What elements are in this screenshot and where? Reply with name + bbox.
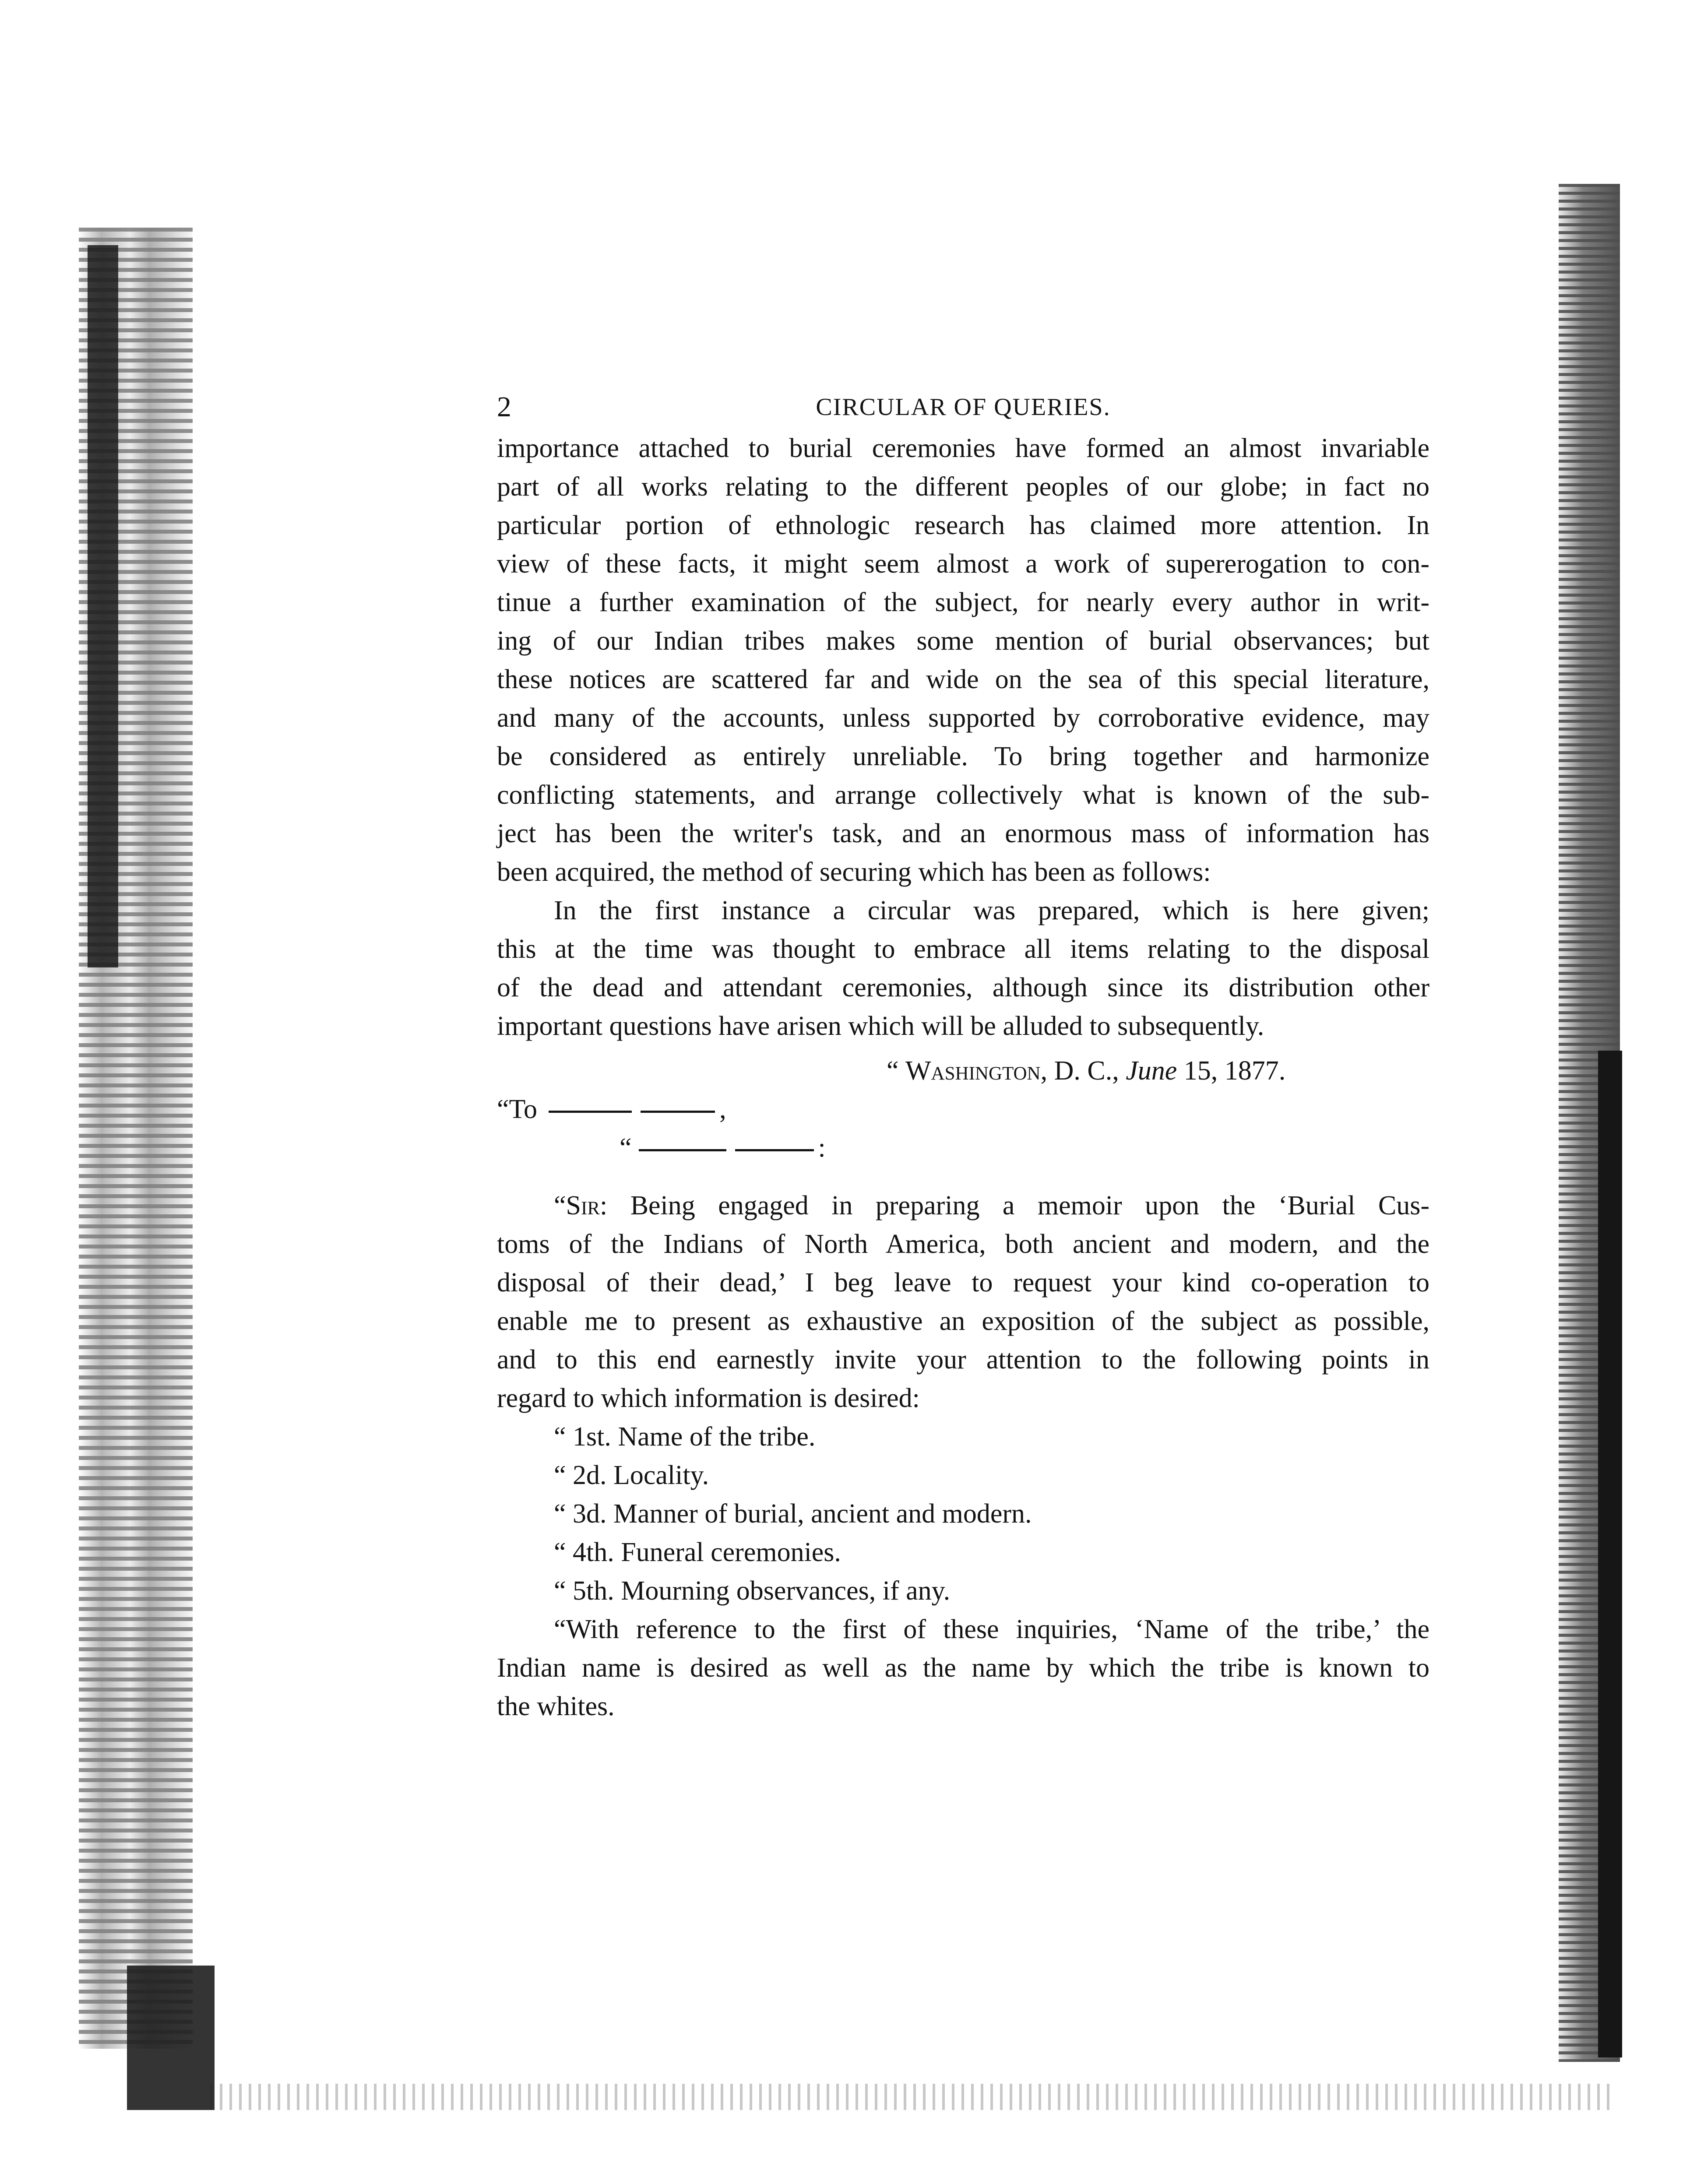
text-line: toms of the Indians of North America, both ancient and modern, and the xyxy=(497,1229,1429,1259)
paragraph-1 xyxy=(497,429,1429,891)
dateline-day-year: 15, 1877. xyxy=(1177,1056,1286,1086)
addressee-prefix: “To xyxy=(497,1094,538,1124)
list-item: “ 5th. Mourning observances, if any. xyxy=(554,1576,951,1606)
letter-dateline xyxy=(497,1052,1429,1090)
text-line: important questions have arisen which will be alluded to subsequently. xyxy=(497,1011,1264,1041)
list-item: “ 3d. Manner of burial, ancient and modern. xyxy=(554,1499,1032,1529)
addressee-place-quote: “ xyxy=(620,1133,632,1163)
text-line: and to this end earnestly invite your attention to the following points in xyxy=(497,1345,1429,1375)
dateline-quote: “ xyxy=(887,1056,906,1086)
text-line: “With reference to the first of these inquiries, ‘Name of the tribe,’ the xyxy=(554,1614,1429,1644)
letter-addressee xyxy=(497,1090,1429,1129)
letter-body xyxy=(497,1186,1429,1417)
text-line: be considered as entirely unreliable. To bring together and harmonize xyxy=(497,742,1429,771)
addressee-comma: , xyxy=(719,1094,726,1124)
salutation: Sir xyxy=(566,1191,600,1220)
scan-artifact-right-band xyxy=(1598,1051,1622,2057)
scan-artifact-bottom xyxy=(210,2084,1611,2110)
text-line: Indian name is desired as well as the name by which the tribe is known to xyxy=(497,1653,1429,1683)
letter-addressee-place xyxy=(497,1129,1429,1167)
text-line: “Sir: Being engaged in preparing a memoir upon the ‘Burial Cus- xyxy=(554,1191,1429,1220)
text-line: ject has been the writer's task, and an enormous mass of information has xyxy=(497,819,1429,848)
text-line: this at the time was thought to embrace all items relating to the disposal xyxy=(497,934,1429,964)
page-text xyxy=(497,385,1429,1726)
text-line: conflicting statements, and arrange collectively what is known of the sub- xyxy=(497,780,1429,810)
addressee-place-blank xyxy=(639,1149,726,1151)
letter-first-line: : Being engaged in preparing a memoir upon the ‘Burial Cus- xyxy=(600,1191,1429,1220)
text-line: part of all works relating to the different peoples of our globe; in fact no xyxy=(497,472,1429,502)
text-line: In the first instance a circular was prepared, which is here given; xyxy=(554,896,1429,925)
addressee-blank xyxy=(641,1111,715,1113)
text-line: importance attached to burial ceremonies have formed an almost invariable xyxy=(497,433,1429,463)
dateline-place: Washington xyxy=(905,1056,1041,1086)
paragraph-2 xyxy=(497,891,1429,1045)
addressee-place-blank xyxy=(735,1149,814,1151)
list-item: “ 2d. Locality. xyxy=(554,1460,709,1490)
text-line: disposal of their dead,’ I beg leave to request your kind co-operation to xyxy=(497,1268,1429,1298)
text-line: regard to which information is desired: xyxy=(497,1383,920,1413)
text-line: and many of the accounts, unless supported by corroborative evidence, may xyxy=(497,703,1429,733)
page-header xyxy=(497,385,1429,429)
text-line: particular portion of ethnologic research has claimed more attention. In xyxy=(497,510,1429,540)
scan-artifact-left-band xyxy=(88,245,118,967)
list-item: “ 1st. Name of the tribe. xyxy=(554,1422,816,1452)
text-line: tinue a further examination of the subject, for nearly every author in writ- xyxy=(497,587,1429,617)
text-line: these notices are scattered far and wide on the sea of this special literature, xyxy=(497,665,1429,694)
dateline-state: , D. C., xyxy=(1040,1056,1126,1086)
dateline-month: June xyxy=(1126,1056,1177,1086)
page-number: 2 xyxy=(497,391,511,423)
addressee-blank xyxy=(549,1111,632,1113)
addressee-place-colon: : xyxy=(818,1133,826,1163)
text-line: enable me to present as exhaustive an exposition of the subject as possible, xyxy=(497,1306,1429,1336)
text-line: view of these facts, it might seem almost a work of supererogation to con- xyxy=(497,549,1429,579)
text-line: been acquired, the method of securing which has been as follows: xyxy=(497,857,1211,887)
list-item: “ 4th. Funeral ceremonies. xyxy=(554,1537,841,1567)
text-line: ing of our Indian tribes makes some mention of burial observances; but xyxy=(497,626,1429,656)
scan-artifact-left-bottom xyxy=(127,1966,215,2110)
letter-closing xyxy=(497,1610,1429,1726)
query-points xyxy=(497,1417,1429,1610)
text-line: the whites. xyxy=(497,1692,615,1721)
text-line: of the dead and attendant ceremonies, although since its distribution other xyxy=(497,973,1429,1002)
running-head: CIRCULAR OF QUERIES. xyxy=(816,394,1111,421)
